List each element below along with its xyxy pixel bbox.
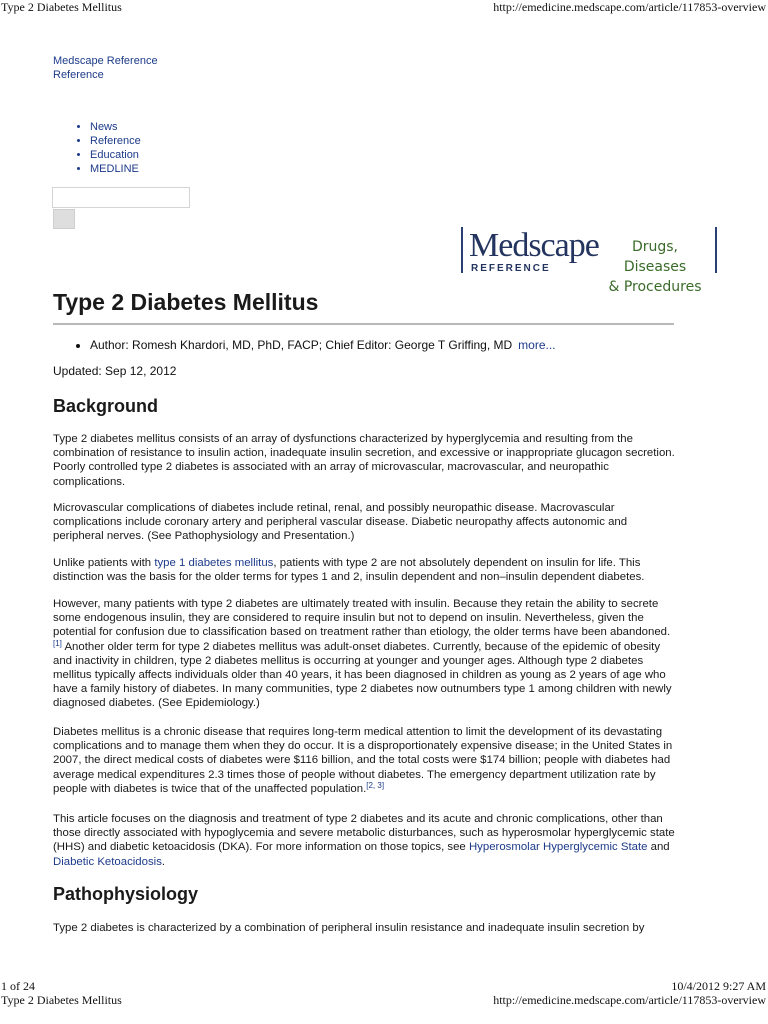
section-heading-background: Background [53,396,159,416]
print-header-title: Type 2 Diabetes Mellitus [1,0,122,14]
updated-date: Updated: Sep 12, 2012 [53,364,177,378]
logo-tagline-line1: Drugs, Diseases [623,239,687,275]
background-paragraph-4 [53,597,675,711]
print-header-url: http://emedicine.medscape.com/article/117853-overview [493,0,766,14]
article-title: Type 2 Diabetes Mellitus [53,287,674,325]
reference-link[interactable]: Reference [53,69,104,81]
nav-item-medline[interactable] [90,162,141,176]
print-datetime: 10/4/2012 9:27 AM [671,979,766,993]
search-button[interactable] [53,209,75,229]
author-line [90,337,556,353]
main-nav [53,120,141,176]
author-list [53,337,556,353]
p6-text-end: . [161,855,166,868]
logo-divider-right [715,227,717,273]
p6-text-a: This article focuses on the diagnosis and treatment of type 2 diabetes and its acute and chronic complications, other than those directly associated with hypoglycemia and severe metabolic disturbances, such as hyperosmolar hyperglycemic state (HHS) and diabetic ketoacidosis (DKA). For more information on those topics, see [53,813,675,854]
logo-sub: REFERENCE [471,263,551,274]
type-1-diabetes-link[interactable]: type 1 diabetes mellitus [154,557,274,569]
logo-brand-med: Med [469,227,529,264]
nav-item-reference[interactable] [90,134,141,148]
p3-text-b: , patients with type 2 are not absolutely dependent on insulin for life. This distinction was the basis for the older terms for types 1 and 2, insulin dependent and non–insulin dependent diabetes. [53,557,645,584]
reference-2-3-link[interactable]: [2, 3] [366,780,385,790]
logo-brand [469,229,599,263]
background-paragraph-2: Microvascular complications of diabetes include retinal, renal, and possibly neuropathic disease. Macrovascular complications include coronary artery and peripheral vascular disease. Diabetic neuropathy affects autonomic and peripheral nerves. (See Pathophysiology and Presentation.) [53,502,628,543]
page-count: 1 of 24 [1,979,35,993]
logo-tagline-line2: & Procedures [608,279,702,295]
background-paragraph-6 [53,812,675,869]
p3-text-a: Unlike patients with [53,557,155,569]
p6-text-mid: and [647,841,670,854]
nav-item-medline-label[interactable]: MEDLINE [90,163,139,175]
nav-item-news[interactable] [90,120,141,134]
nav-item-education[interactable] [90,148,141,162]
p5-text-a: Diabetes mellitus is a chronic disease that requires long-term medical attention to limit the development of its devastating complications and to manage them when they do occur. It is a disproportionately expensive disease; in the United States in 2007, the direct medical costs of diabetes were $116 billion, and the total costs were $174 billion; people with diabetes had average medical expenditures 2.3 times those of people without diabetes. The emergency department utilization rate by people with diabetes is twice that of the unaffected population. [53,726,673,795]
diabetic-ketoacidosis-link[interactable]: Diabetic Ketoacidosis [53,855,162,868]
logo-brand-scape: scape [528,227,599,264]
background-paragraph-5 [53,725,675,796]
nav-item-education-label[interactable]: Education [90,149,139,161]
p4-text-b: Another older term for type 2 diabetes mellitus was adult-onset diabetes. Currently, because of the epidemic of obesity and inactivity in children, type 2 diabetes mellitus is occurring at younger and younger ages. Although type 2 diabetes mellitus typically affects individuals older than 40 years, it has been diagnosed in children as young as 2 years of age who have a family history of diabetes. In many communities, type 2 diabetes now outnumbers type 1 among children with newly diagnosed diabetes. (See Epidemiology.) [53,640,672,710]
p4-text-a: However, many patients with type 2 diabetes are ultimately treated with insulin. Because they retain the ability to secrete some endogenous insulin, they are considered to require insulin but not to depend on insulin. Nevertheless, given the potential for confusion due to classification based on treatment rather than etiology, the older terms have been abandoned. [53,598,671,639]
author-text: Author: Romesh Khardori, MD, PhD, FACP; Chief Editor: George T Griffing, MD [90,338,513,352]
author-more-link[interactable]: more... [518,338,556,352]
pathophysiology-paragraph-1: Type 2 diabetes is characterized by a combination of peripheral insulin resistance and inadequate insulin secretion by [53,922,645,934]
background-paragraph-1: Type 2 diabetes mellitus consists of an array of dysfunctions characterized by hyperglycemia and resulting from the combination of resistance to insulin action, inadequate insulin secretion, and excessive or inappropriate glucagon secretion. Poorly controlled type 2 diabetes is associated with an array of microvascular, macrovascular, and neuropathic complications. [53,433,675,488]
nav-item-news-label[interactable]: News [90,121,118,133]
print-footer-title: Type 2 Diabetes Mellitus [1,993,122,1007]
section-heading-pathophysiology: Pathophysiology [53,884,199,904]
print-footer-url: http://emedicine.medscape.com/article/117853-overview [493,993,766,1007]
nav-item-reference-label[interactable]: Reference [90,135,141,147]
search-input[interactable] [52,187,190,208]
hyperosmolar-hyperglycemic-state-link[interactable]: Hyperosmolar Hyperglycemic State [468,841,648,854]
site-links [53,54,158,82]
background-paragraph-3 [53,556,675,584]
reference-1-link[interactable]: [1] [53,638,62,648]
logo-divider-left [461,227,463,273]
medscape-reference-link[interactable]: Medscape Reference [53,55,158,67]
medscape-reference-logo[interactable] [461,227,717,295]
print-header [0,0,768,16]
